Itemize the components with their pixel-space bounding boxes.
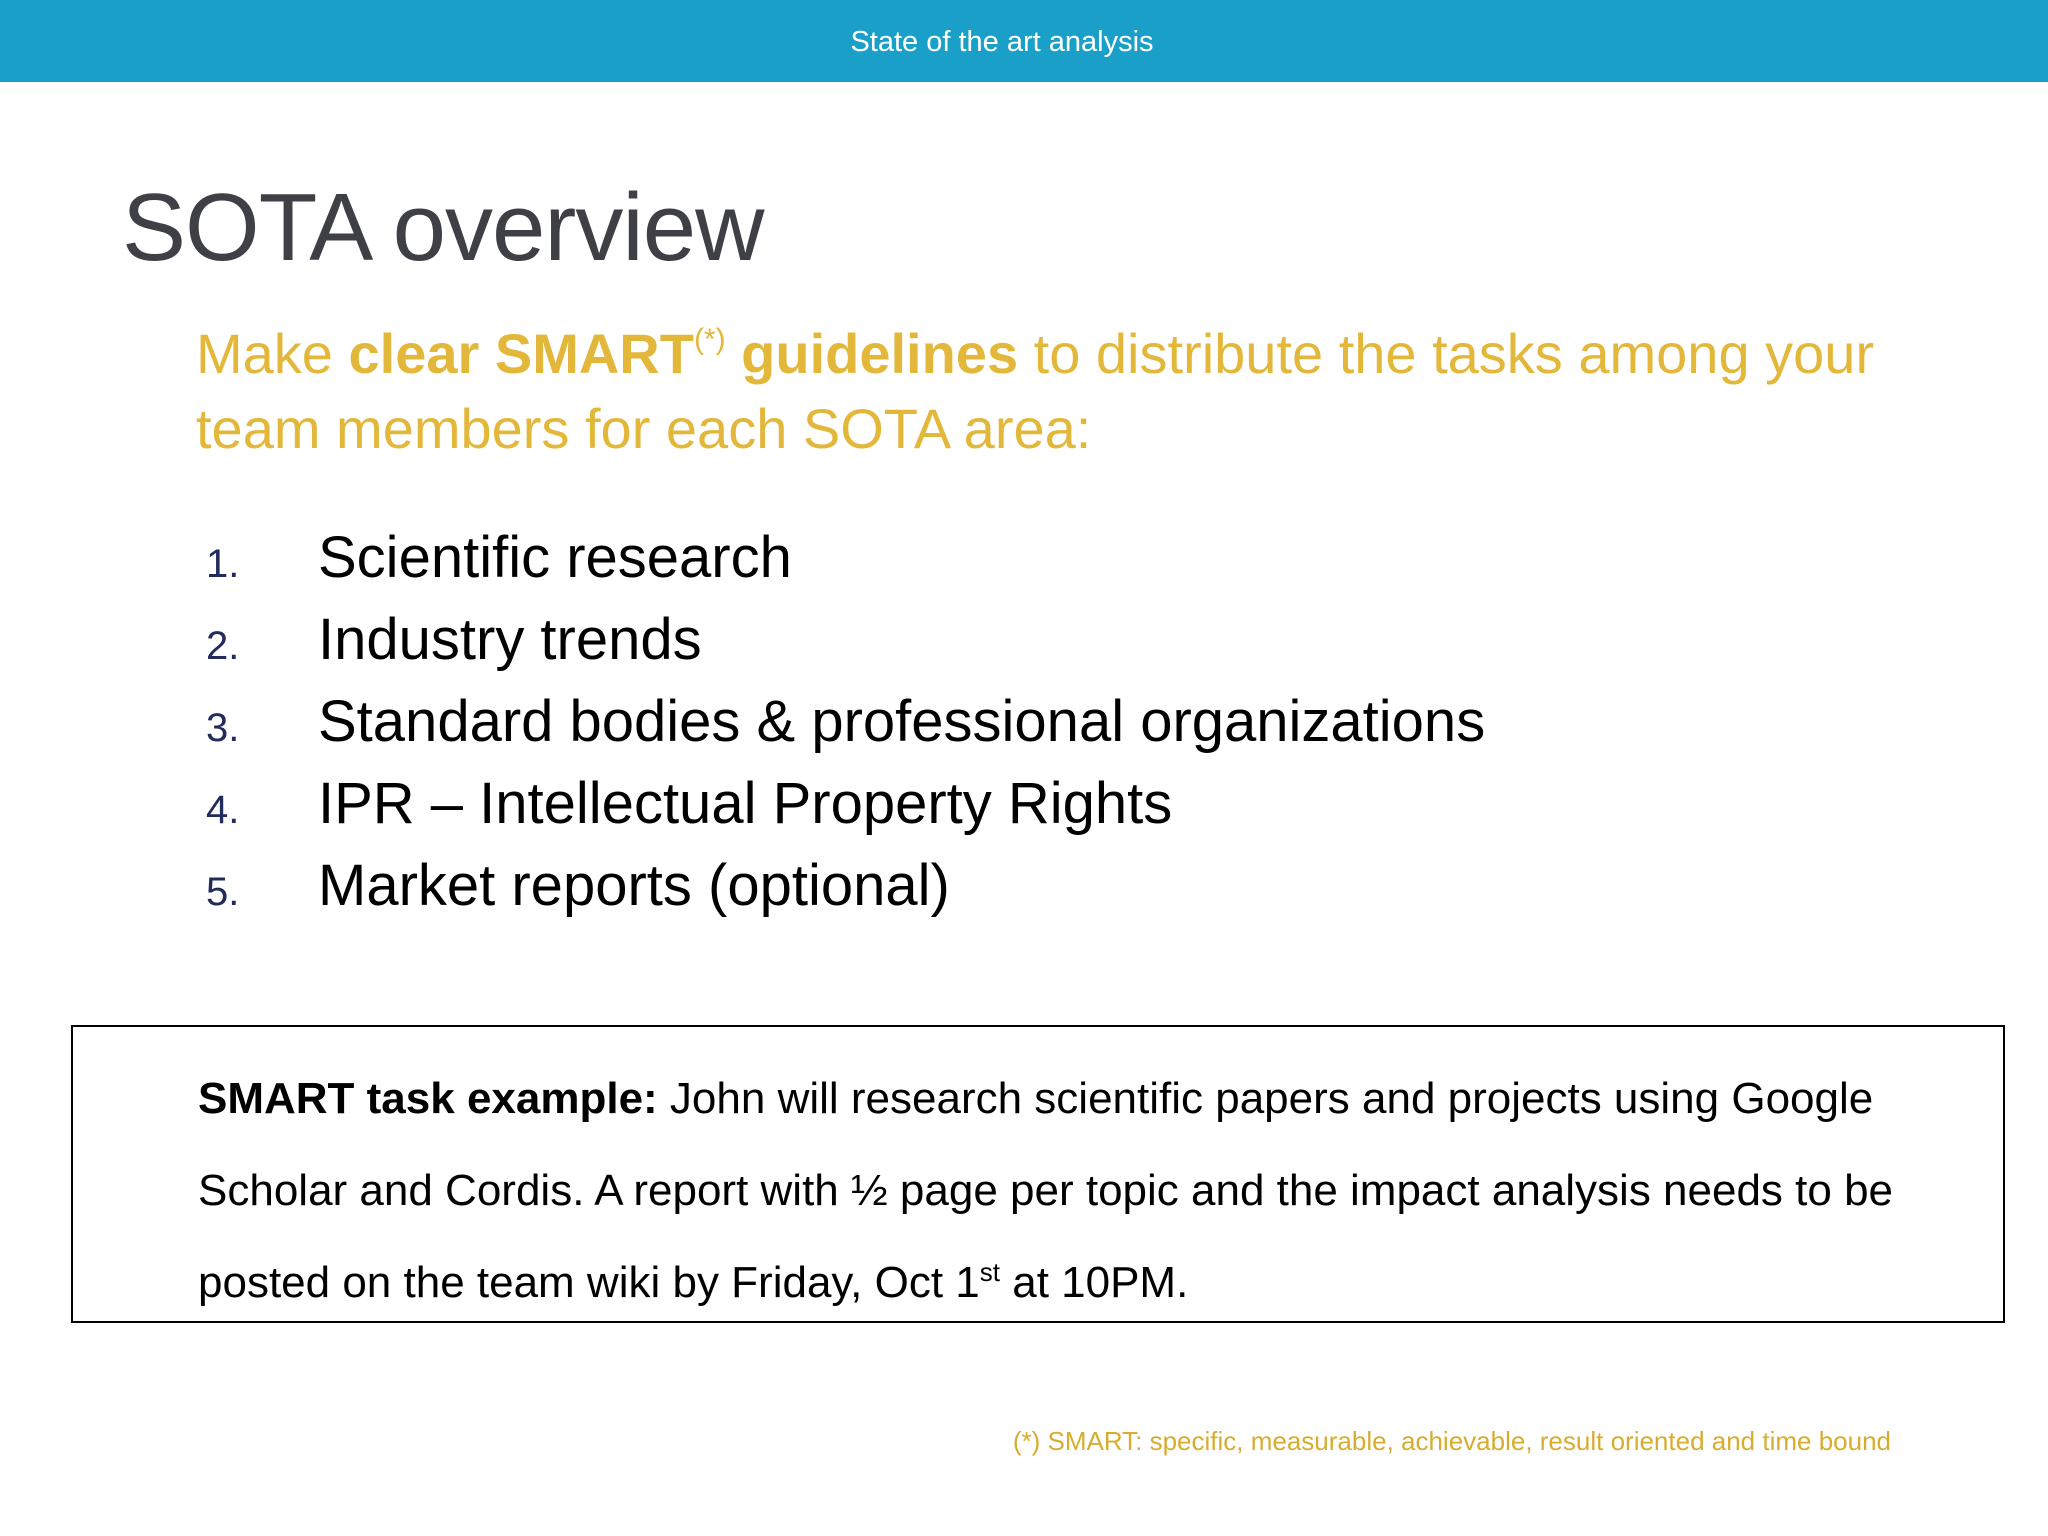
list-item bbox=[196, 606, 1485, 688]
slide-title: SOTA overview bbox=[122, 174, 764, 281]
list-item-text: IPR – Intellectual Property Rights bbox=[318, 771, 1173, 836]
list-item-number: 1. bbox=[206, 542, 240, 586]
subtitle-emphasis-smart: clear SMART bbox=[348, 322, 694, 385]
smart-example-label: SMART task example: bbox=[198, 1074, 658, 1123]
smart-footnote: (*) SMART: specific, measurable, achievable, result oriented and time bound bbox=[1012, 1426, 1891, 1456]
list-item-text: Industry trends bbox=[318, 607, 702, 672]
list-item-text: Scientific research bbox=[318, 525, 792, 590]
list-item-text: Standard bodies & professional organizations bbox=[318, 689, 1486, 754]
list-item bbox=[196, 524, 1485, 606]
list-item bbox=[196, 770, 1485, 852]
smart-example-box bbox=[71, 1025, 2005, 1323]
header-title: State of the art analysis bbox=[850, 25, 1154, 58]
ordinal-suffix: st bbox=[979, 1257, 1000, 1287]
smart-example-body: John will research scientific papers and projects using Google Scholar and Cordis. A report with ½ page per topic and the impact analysis needs to be posted on the team wiki by Friday, Oct 1 bbox=[198, 1074, 1894, 1307]
list-item-number: 3. bbox=[206, 706, 240, 750]
list-item-number: 4. bbox=[206, 788, 240, 832]
header-bar bbox=[0, 0, 2048, 82]
slide-subtitle bbox=[196, 316, 1956, 466]
smart-example-text bbox=[198, 1053, 1958, 1329]
subtitle-text-end: to distribute the tasks among your team members for each SOTA area: bbox=[196, 322, 1875, 460]
list-item bbox=[196, 688, 1485, 770]
smart-example-body-end: at 10PM. bbox=[1000, 1258, 1189, 1307]
list-item-number: 5. bbox=[206, 870, 240, 914]
sota-area-list bbox=[196, 524, 1485, 934]
list-item-number: 2. bbox=[206, 624, 240, 668]
subtitle-footnote-marker: (*) bbox=[693, 323, 726, 356]
subtitle-text-start: Make bbox=[196, 322, 349, 385]
list-item-text: Market reports (optional) bbox=[318, 853, 950, 918]
list-item bbox=[196, 852, 1485, 934]
subtitle-emphasis-guidelines: guidelines bbox=[725, 322, 1019, 385]
